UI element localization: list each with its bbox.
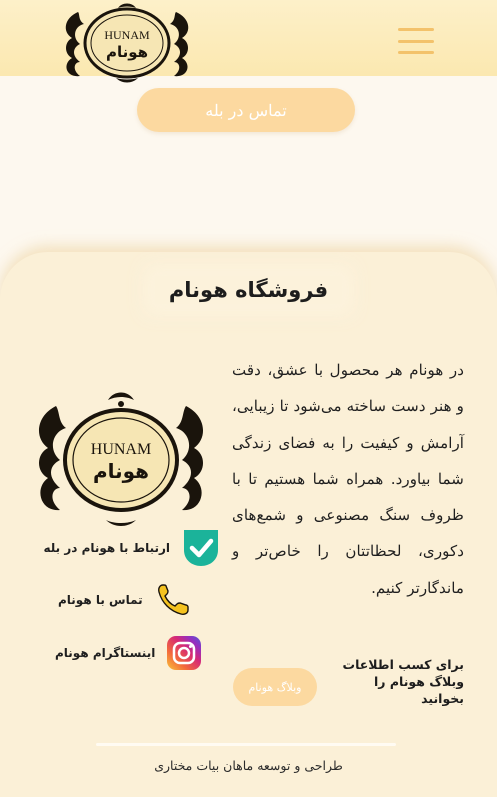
instagram-icon	[167, 636, 201, 670]
menu-line	[398, 40, 434, 43]
footer-title-wrap	[0, 276, 497, 304]
logo-latin-text: HUNAM	[104, 28, 150, 42]
contact-phone-label: تماس با هونام	[58, 593, 143, 607]
call-in-bale-button[interactable]: تماس در بله	[137, 88, 355, 132]
hunam-logo[interactable]	[58, 2, 196, 84]
about-text: در هونام هر محصول با عشق، دقت و هنر دست ساخته می‌شود تا زیبایی، آرامش و کیفیت را به فضای زندگی شما بیاورد. همراه شما هستیم تا با ظروف سنگ مصنوعی و شمع‌های دکوری، لحظاتتان را خاص‌تر و ماندگارتر کنیم.	[232, 361, 464, 597]
contact-phone-link[interactable]	[58, 582, 191, 618]
blog-button[interactable]: وبلاگ هونام	[233, 668, 317, 706]
hamburger-menu-icon[interactable]	[398, 28, 434, 54]
footer-logo-persian-text: هونام	[92, 459, 150, 483]
menu-line	[398, 28, 434, 31]
blog-note: برای کسب اطلاعات وبلاگ هونام را بخوانید	[342, 657, 464, 706]
footer-title: فروشگاه هونام	[155, 276, 342, 304]
bale-messenger-icon	[182, 528, 220, 568]
footer-logo-latin-text: HUNAM	[90, 441, 152, 458]
footer-divider	[96, 743, 396, 746]
contact-bale-link[interactable]	[40, 528, 220, 568]
credits-text: طراحی و توسعه ماهان بیات مختاری	[154, 758, 343, 773]
footer-hunam-logo	[30, 392, 212, 528]
phone-icon	[155, 582, 191, 618]
contact-instagram-label: اینستاگرام هونام	[55, 646, 156, 660]
logo-persian-text: هونام	[105, 43, 149, 61]
contact-instagram-link[interactable]	[55, 636, 201, 670]
menu-line	[398, 51, 434, 54]
contact-bale-label: ارتباط با هونام در بله	[43, 541, 170, 555]
